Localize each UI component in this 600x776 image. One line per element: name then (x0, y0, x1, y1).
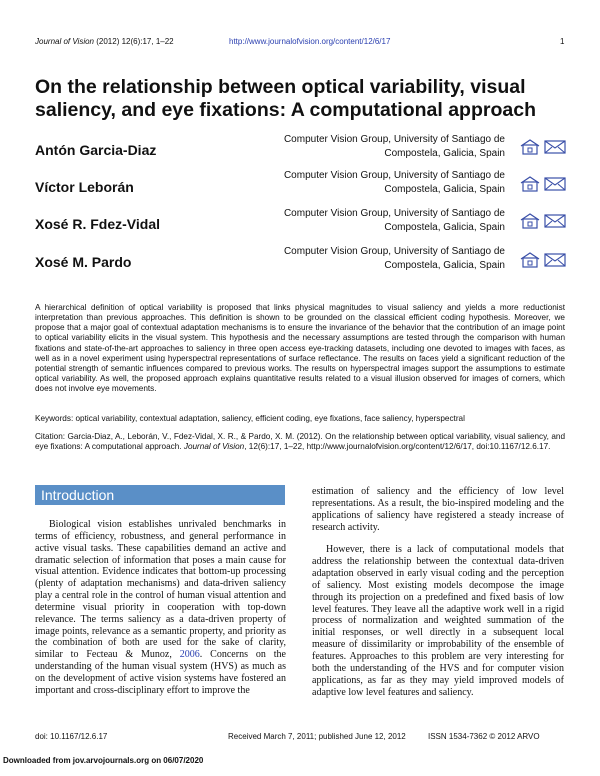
envelope-icon[interactable] (544, 252, 566, 268)
paper-title: On the relationship between optical variability, visual saliency, and eye fixations: A computational approach (35, 76, 536, 121)
home-icon[interactable] (519, 252, 541, 268)
reference-link[interactable]: 2006 (179, 649, 200, 661)
citation-details: , 12(6):17, 1–22, http://www.journalofvision.org/content/12/6/17, doi:10.1167/12.6.17. (244, 442, 551, 452)
affiliation-line: Compostela, Galicia, Spain (384, 184, 505, 195)
author-affiliation (255, 133, 505, 161)
section-heading: Introduction (41, 487, 115, 503)
affiliation-line: Compostela, Galicia, Spain (384, 148, 505, 159)
author-icons (519, 176, 566, 192)
journal-name: Journal of Vision (35, 37, 94, 46)
body-column-left (35, 519, 286, 697)
citation-text: Citation: Garcia-Diaz, A., Leborán, V., Fdez-Vidal, X. R., & Pardo, X. M. (2012). On the relationship between optical variability, visual saliency, and eye fixations: A computational approach. (35, 432, 565, 452)
body-paragraph-continued: . Concerns on the understanding of the human visual system (HVS) as much as on the development of active vision systems have fostered an important and cross-disciplinary effort to improve the (35, 649, 286, 696)
footer-issn: ISSN 1534-7362 © 2012 ARVO (428, 732, 540, 741)
author-affiliation (255, 207, 505, 235)
home-icon[interactable] (519, 139, 541, 155)
citation-journal: Journal of Vision (183, 442, 245, 452)
author-name: Antón Garcia-Diaz (35, 142, 157, 158)
keywords: Keywords: optical variability, contextual adaptation, saliency, efficient coding, eye fixations, face saliency, hyperspectral (35, 414, 465, 423)
journal-url-link[interactable]: http://www.journalofvision.org/content/12/6/17 (229, 37, 391, 46)
body-paragraph: estimation of saliency and the efficiency of low level representations. As a result, the bio-inspired modeling and the applications of saliency have registered a steady increase of research activity. (312, 486, 564, 533)
author-affiliation (255, 245, 505, 273)
author-affiliation (255, 169, 505, 197)
page-number: 1 (560, 37, 565, 46)
journal-citation: (2012) 12(6):17, 1–22 (96, 37, 174, 46)
body-column-right (312, 486, 564, 698)
envelope-icon[interactable] (544, 139, 566, 155)
footer-doi: doi: 10.1167/12.6.17 (35, 732, 108, 741)
affiliation-line: Compostela, Galicia, Spain (384, 222, 505, 233)
author-name: Xosé M. Pardo (35, 254, 132, 270)
running-header (35, 37, 174, 46)
download-stamp: Downloaded from jov.arvojournals.org on 06/07/2020 (3, 756, 204, 765)
abstract: A hierarchical definition of optical variability is proposed that links physical magnitudes to visual saliency and yields a more reductionist interpretation than previous approaches. This definition is shown to be grounded on the classical efficient coding hypothesis. Moreover, we propose that a major goal of contextual adaptation mechanisms is to ensure the invariance of the behavior that the contribution of an image point to optical variability elicits in the visual system. This hypothesis and the necessary assumptions are tested through the comparison with human fixations and state-of-the-art approaches to saliency in three open access eye-tracking datasets, including one devoted to images with faces, as well as in a novel experiment using hyperspectral representations of surface reflectance. The results on faces yield a significant reduction of the potential strength of semantic influences compared to previous works. The results on hyperspectral images support the assumptions to estimate optical variability. As well, the proposed approach explains quantitative results related to a visual illusion observed for images of corners, which does not involve eye movements. (35, 303, 565, 394)
author-icons (519, 139, 566, 155)
home-icon[interactable] (519, 176, 541, 192)
author-name: Víctor Leborán (35, 179, 134, 195)
envelope-icon[interactable] (544, 176, 566, 192)
author-icons (519, 213, 566, 229)
citation (35, 432, 565, 452)
home-icon[interactable] (519, 213, 541, 229)
affiliation-line: Computer Vision Group, University of Santiago de (283, 170, 505, 181)
affiliation-line: Computer Vision Group, University of Santiago de (283, 208, 505, 219)
affiliation-line: Computer Vision Group, University of Santiago de (283, 134, 505, 145)
affiliation-line: Compostela, Galicia, Spain (384, 260, 505, 271)
footer-received: Received March 7, 2011; published June 12, 2012 (228, 732, 406, 741)
author-icons (519, 252, 566, 268)
envelope-icon[interactable] (544, 213, 566, 229)
author-name: Xosé R. Fdez-Vidal (35, 216, 160, 232)
affiliation-line: Computer Vision Group, University of Santiago de (283, 246, 505, 257)
body-paragraph: Biological vision establishes unrivaled benchmarks in terms of efficiency, robustness, and general performance in active visual tasks. These capabilities demand an active and dramatic selection of information that poses a main cause for visual attention. Evidence indicates that bottom-up processing (plenty of adaptation mechanisms) and data-driven saliency play a central role in the control of human visual attention and determine visual priority in cooperation with top-down relevance. The terms saliency as a data-driven property of image points, relevance as a semantic property, and priority as the combination of both are used for the sake of clarity, similar to Fecteau & Munoz, (35, 519, 286, 661)
body-paragraph: However, there is a lack of computational models that address the relationship between the contextual data-driven adaptation observed in early visual coding and the perception of saliency. Most existing models decompose the image through its projection on a predefined and fixed basis of low level features. They leave all the adaptive work well in a rigid process of normalization and weighted summation of the initial responses, or well directly in a subsequent local measure of dissimilarity or improbability of the ensemble of features. Approaches to this problem are very interesting for both the understanding of the HVS and for computer vision applications, as far as they may yield improved models of adaptive low level features and saliency. (312, 544, 564, 698)
